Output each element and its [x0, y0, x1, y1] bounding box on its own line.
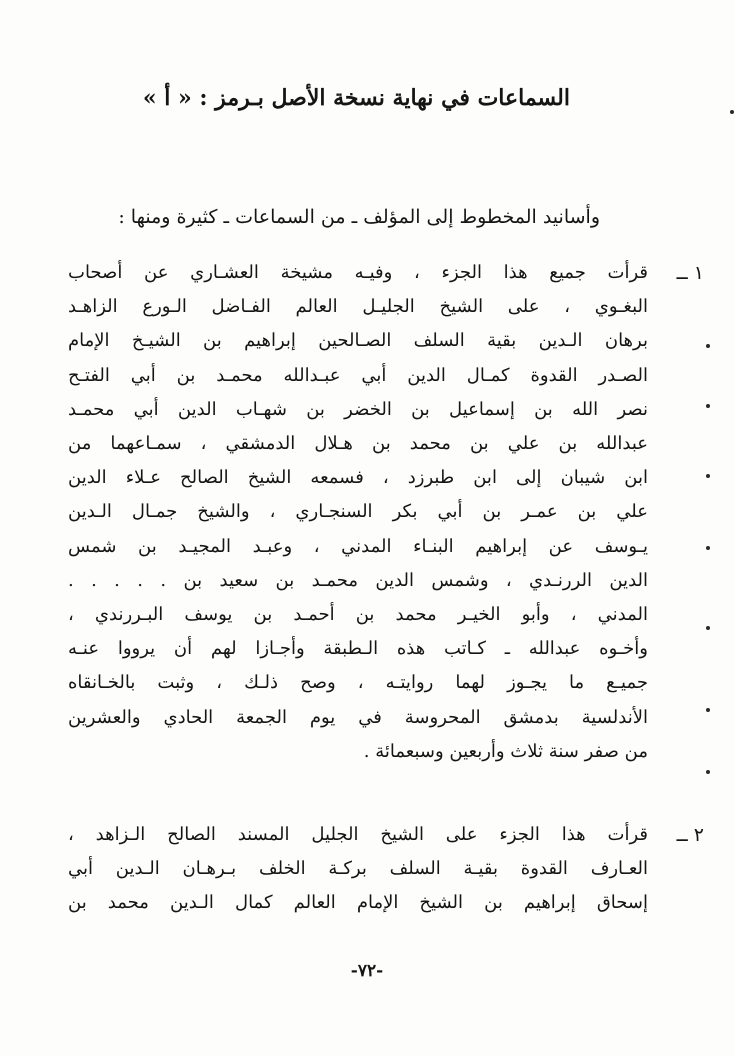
scan-speck: [706, 474, 710, 478]
scan-speck: [706, 626, 710, 630]
page-title: السماعات في نهاية نسخة الأصل بـرمز : « أ »: [142, 85, 570, 111]
text-line: من صفر سنة ثلاث وأربعين وسبعمائة .: [363, 740, 648, 762]
scan-speck: [730, 110, 734, 114]
text-line: علي بن عمـر بن أبي بكر السنجـاري ، والشيخ جمـال الـدين: [68, 501, 648, 523]
text-line: الأندلسية بدمشق المحروسة في يوم الجمعة الحادي والعشرين: [68, 706, 648, 728]
text-line: إسحاق إبراهيم بن الشيخ الإمام العالم كمال الـدين محمد بن: [68, 892, 648, 914]
text-line: الدين الررنـدي ، وشمس الدين محمـد بن سعيد بن . . . . .: [68, 569, 648, 591]
text-line: ابن شيبان إلى ابن طبرزد ، فسمعه الشيخ الصالح عـلاء الدين: [68, 467, 648, 489]
scan-speck: [706, 546, 710, 550]
text-line: الصـدر القدوة كمـال الدين أبي عبـدالله محمـد بن أبي الفتـح: [68, 364, 648, 386]
intro-paragraph: وأسانيد المخطوط إلى المؤلف ـ من السماعات ـ كثيرة ومنها :: [118, 206, 600, 228]
text-line: جميـع ما يجـوز لهما روايتـه ، وصح ذلـك ، وثبت بالخـانقاه: [68, 672, 648, 694]
list-item: [68, 256, 704, 769]
text-line: يـوسف عن إبراهيم البنـاء المدني ، وعبـد المجيـد بن شمس: [68, 535, 648, 557]
text-line: المدني ، وأبو الخيـر محمد بن أحمـد بن يوسف البـررندي ،: [68, 604, 648, 626]
scan-speck: [706, 344, 710, 348]
scan-speck: [706, 404, 710, 408]
scan-speck: [706, 770, 710, 774]
text-line: عبدالله بن علي بن محمد بن هـلال الدمشقي ، سمـاعهما من: [68, 433, 648, 455]
text-line: وأخـوه عبدالله ـ كـاتب هذه الـطبقة وأجـازا لهم أن يرووا عنـه: [68, 638, 648, 660]
text-line: برهان الـدين بقية السلف الصـالحين إبراهيم بن الشيـخ الإمام: [68, 330, 648, 352]
text-line: نصر الله بن إسماعيل بن الخضر بن شهـاب الدين أبي محمـد: [68, 398, 648, 420]
scan-speck: [706, 708, 710, 712]
list-item: [68, 818, 704, 921]
item-number: ١ ــ: [676, 262, 704, 284]
text-line: قرأت جميع هذا الجزء ، وفيـه مشيخة العشـاري عن أصحاب: [68, 262, 648, 283]
page-number: -٧٢-: [350, 961, 384, 981]
text-line: قرأت هذا الجزء على الشيخ الجليل المسند الصالح الـزاهد ،: [68, 824, 648, 845]
text-line: العـارف القدوة بقيـة السلف بركـة الخلف بـرهـان الـدين أبي: [68, 858, 648, 880]
text-line: البغـوي ، على الشيخ الجليـل العالم الفـاضل الـورع الزاهـد: [68, 296, 648, 318]
item-number: ٢ ــ: [676, 824, 704, 846]
